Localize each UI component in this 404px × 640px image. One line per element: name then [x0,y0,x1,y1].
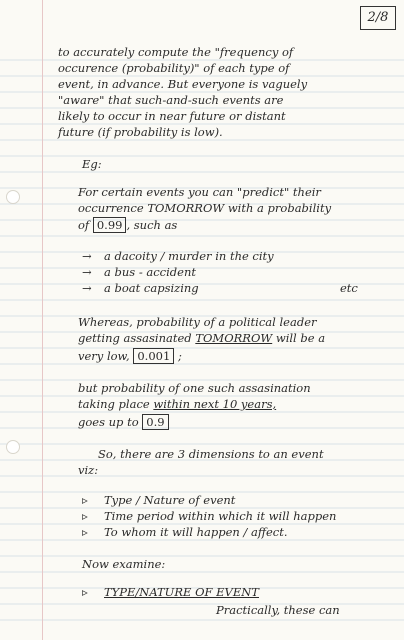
text-line [78,348,182,364]
list-item [82,508,336,524]
list-item [82,248,274,264]
text-line: Whereas, probability of a political leader [78,315,317,329]
margin-line [42,0,43,640]
list-item-text: To whom it will happen / affect. [104,525,288,539]
text-fragment: ; [177,349,182,363]
list-item-text: a boat capsizing [104,281,199,295]
text-fragment: very low, [78,349,130,363]
triangle-bullet-icon: ▹ [82,585,88,599]
text-line: So, there are 3 dimensions to an event [98,447,324,461]
text-fragment: , such as [126,218,178,232]
page-number: 2/8 [360,6,396,30]
text-line: event, in advance. But everyone is vaguely [58,77,308,91]
heading-text: TYPE/NATURE OF EVENT [104,585,259,599]
punch-hole [6,440,20,454]
text-line: but probability of one such assasination [78,381,311,395]
text-line: "aware" that such-and-such events are [58,93,284,107]
arrow-icon: → [82,249,92,263]
text-line [78,396,276,412]
boxed-probability: 0.001 [133,348,174,364]
text-line: to accurately compute the "frequency of [58,45,294,59]
triangle-bullet-icon: ▹ [82,525,88,539]
text-line: likely to occur in near future or distant [58,109,286,123]
list-item-text: a dacoity / murder in the city [104,249,274,263]
text-fragment: getting assasinated [78,331,192,345]
text-line: Practically, these can [216,603,340,617]
underlined-text: TOMORROW [195,331,273,345]
arrow-icon: → [82,281,92,295]
text-fragment: taking place [78,397,150,411]
punch-hole [6,190,20,204]
text-fragment: of [78,218,90,232]
boxed-probability: 0.9 [142,414,168,430]
list-item [82,492,235,508]
arrow-icon: → [82,265,92,279]
triangle-bullet-icon: ▹ [82,509,88,523]
text-line: future (if probability is low). [58,125,223,139]
text-line [78,217,177,233]
triangle-bullet-icon: ▹ [82,493,88,507]
text-line [78,330,325,346]
list-item [82,524,288,540]
text-line: occurence (probability)" of each type of [58,61,290,75]
text-line: occurrence TOMORROW with a probability [78,201,332,215]
text-fragment: goes up to [78,415,139,429]
text-line [78,414,169,430]
list-item-text: a bus - accident [104,265,196,279]
text-line: For certain events you can "predict" their [78,185,321,199]
list-item [82,264,196,280]
boxed-probability: 0.99 [93,217,127,233]
list-item-text: Time period within which it will happen [104,509,337,523]
text-line: viz: [78,463,99,477]
underlined-text: within next 10 years, [153,397,277,411]
section-heading [82,584,259,600]
example-label: Eg: [82,157,102,171]
list-item [82,280,199,296]
text-line: Now examine: [82,557,166,571]
etc-label: etc [340,281,358,295]
text-fragment: will be a [275,331,326,345]
list-item-text: Type / Nature of event [104,493,236,507]
